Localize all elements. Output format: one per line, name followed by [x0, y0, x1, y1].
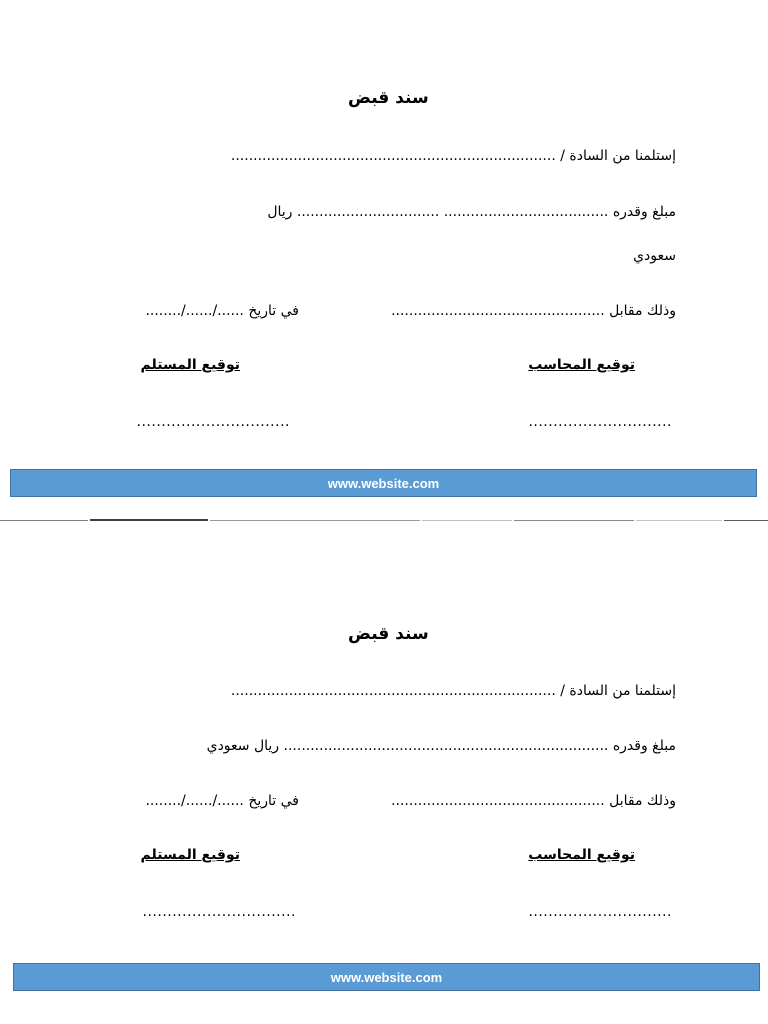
receiver-signature-dots: ...............................: [136, 414, 290, 430]
received-from-line: إستلمنا من السادة / .........................................................................: [230, 148, 676, 164]
footer-website-bar: [10, 469, 757, 497]
footer-website-text: www.website.com: [327, 475, 440, 491]
amount-line: مبلغ وقدره ..................................... ................................ ريال: [267, 204, 676, 220]
accountant-signature-label: توقيع المحاسب: [528, 847, 635, 863]
receiver-signature-dots: ...............................: [142, 904, 296, 920]
purpose-line: وذلك مقابل ................................................: [391, 793, 676, 809]
amount-currency-line: سعودي: [633, 248, 676, 264]
receipt-title: سند قبض: [348, 88, 429, 108]
accountant-signature-label: توقيع المحاسب: [528, 357, 635, 373]
accountant-signature-dots: .............................: [528, 414, 672, 430]
receipt-title: سند قبض: [348, 624, 429, 644]
footer-website-bar: [13, 963, 760, 991]
purpose-line: وذلك مقابل ................................................: [391, 303, 676, 319]
amount-line: مبلغ وقدره ......................................................................... ريال سعودي: [206, 738, 676, 754]
receiver-signature-label: توقيع المستلم: [140, 357, 240, 373]
received-from-line: إستلمنا من السادة / .........................................................................: [230, 683, 676, 699]
date-line: في تاريخ ....../....../........: [145, 303, 299, 319]
receiver-signature-label: توقيع المستلم: [140, 847, 240, 863]
footer-website-text: www.website.com: [330, 969, 443, 985]
date-line: في تاريخ ....../....../........: [145, 793, 299, 809]
accountant-signature-dots: .............................: [528, 904, 672, 920]
